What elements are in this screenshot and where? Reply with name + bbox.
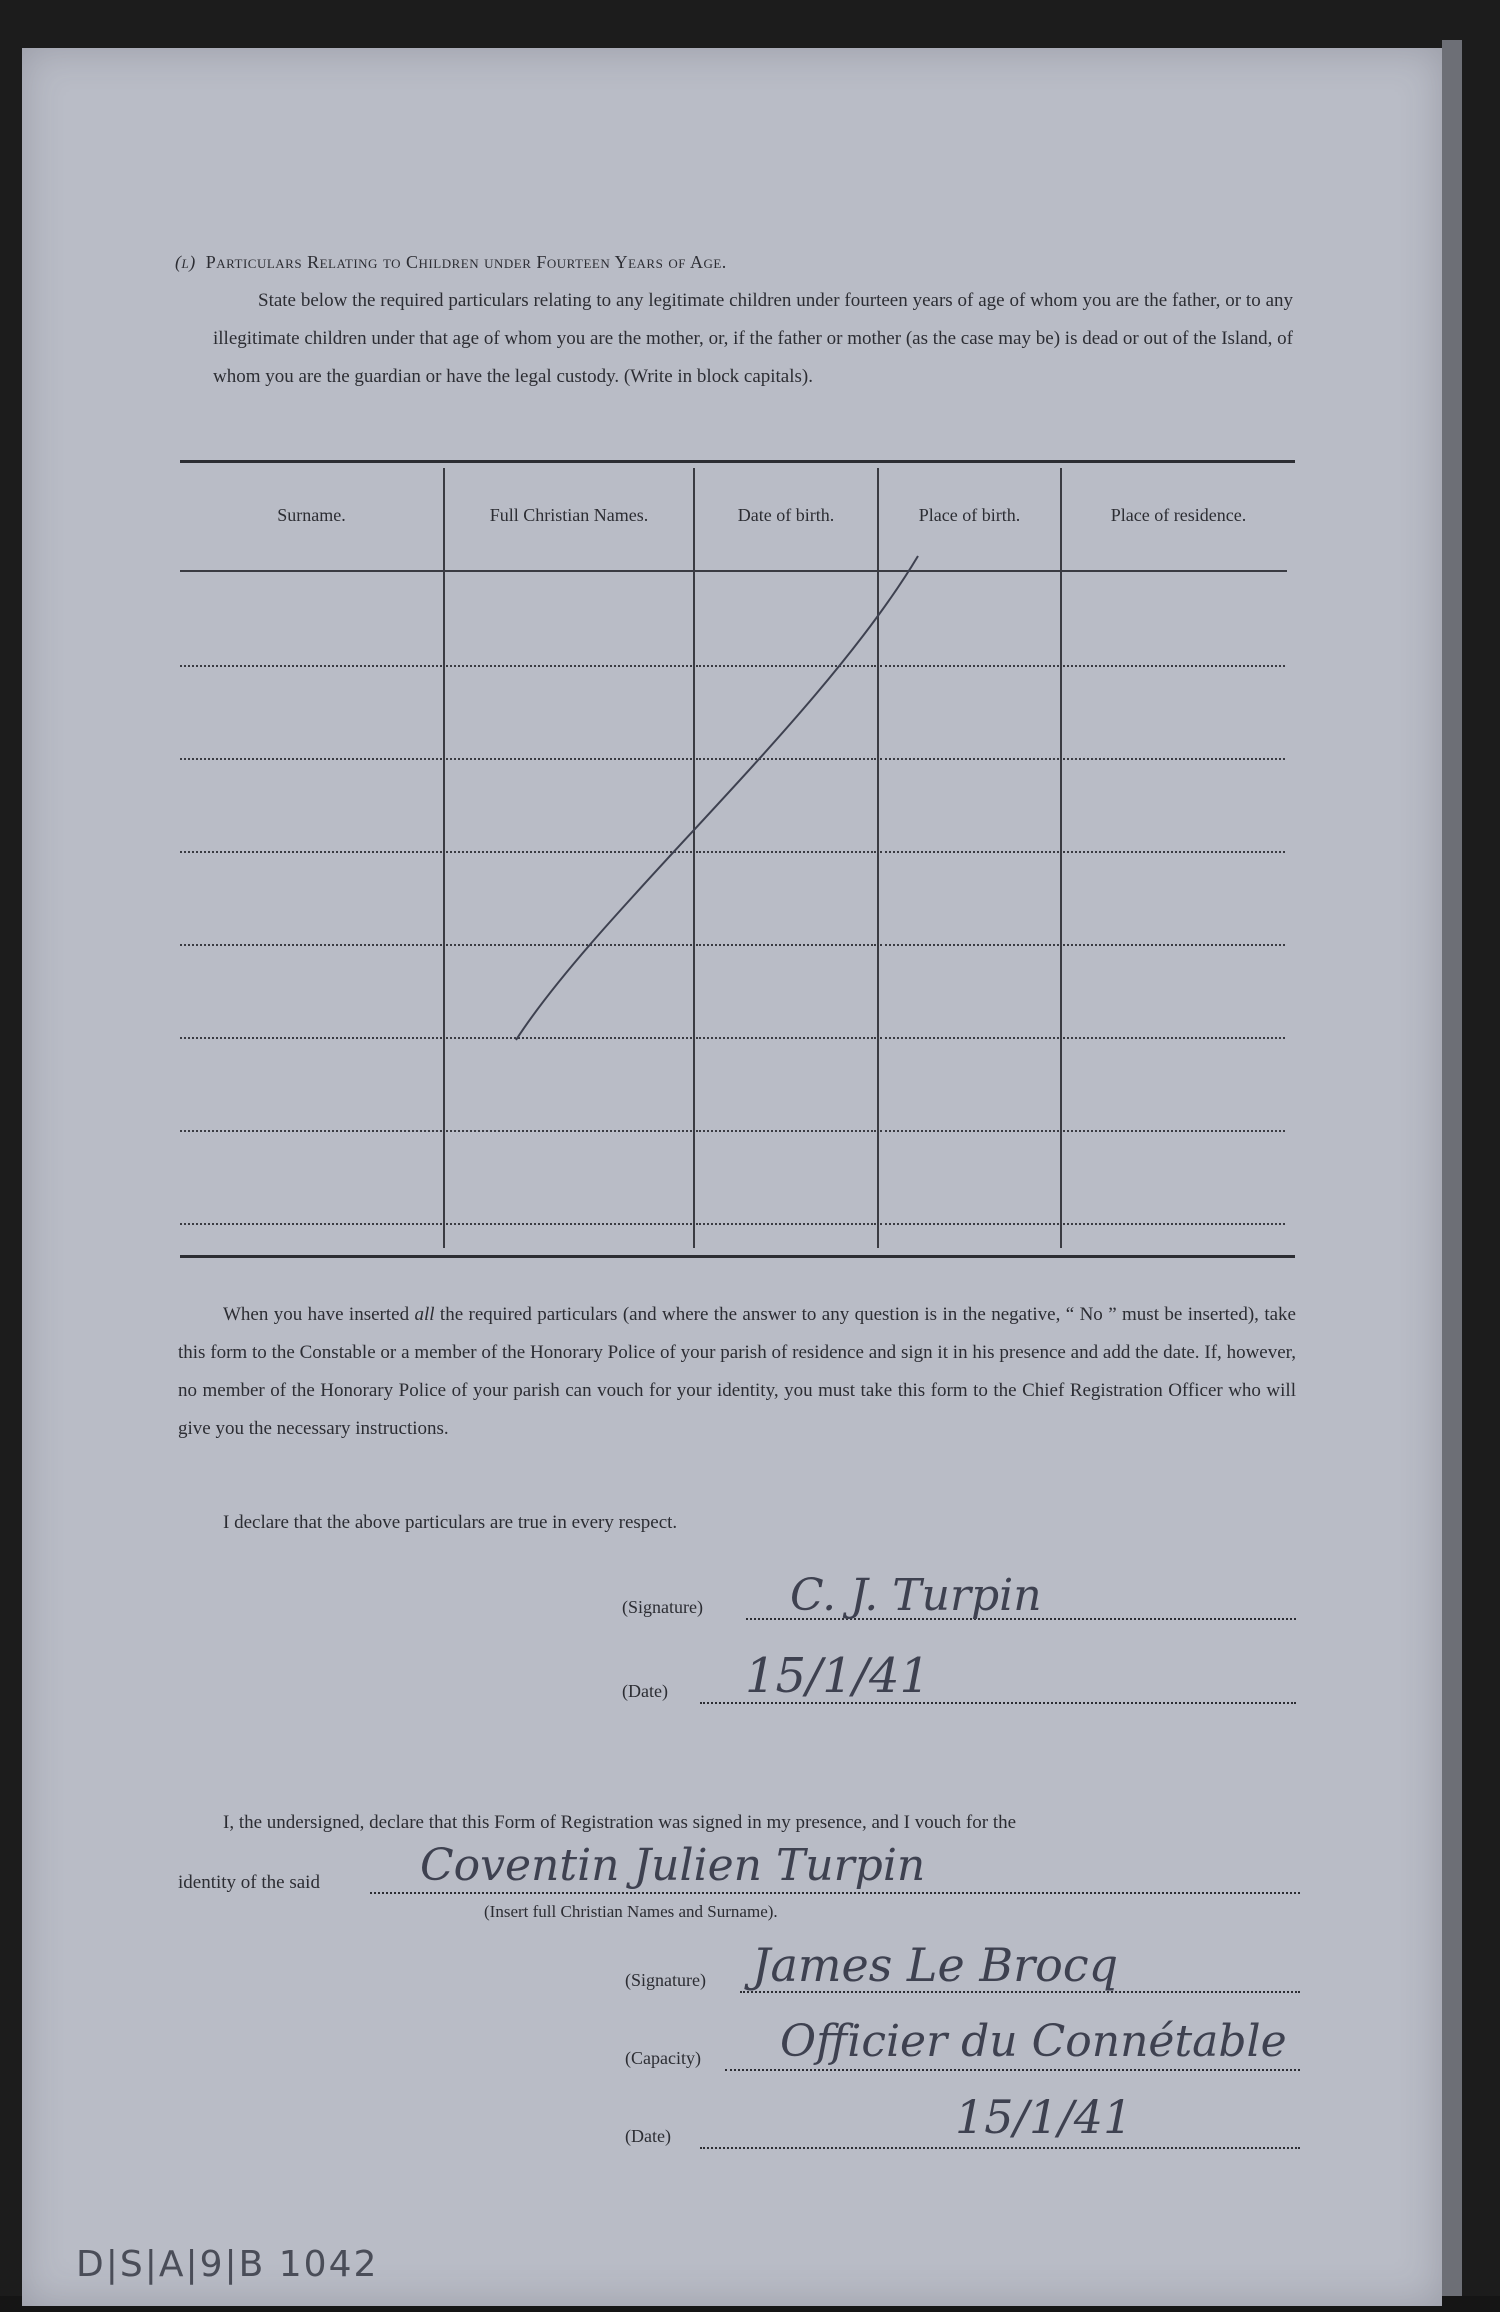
column-header-place-of-birth: Place of birth. (918, 505, 1021, 525)
instructions-post: the required particulars (and where the answer to any question is in the negative, “ No ” must be inserted), take this form to the Constable or a member of the Honorary Police of your parish of residence and sign it in his presence and add the date. If, however, no member of the Honorary Police of your parish can vouch for your identity, you must take this form to the Chief Registration Officer who will give you the necessary instructions. (178, 1304, 1296, 1439)
officer-date-line (700, 2147, 1300, 2149)
identity-line (370, 1892, 1300, 1894)
capacity-line (725, 2069, 1300, 2071)
column-header-surname: Surname. (277, 505, 346, 525)
officer-signature-label: (Signature) (625, 1970, 706, 1990)
column-header-date-of-birth: Date of birth. (737, 505, 835, 525)
intro-text: State below the required particulars relating to any legitimate children under fourteen years of age of whom you are the father, or to any illegitimate children under that age of whom you are the mother, or, if the father or mother (as the case may be) is dead or out of the Island, of whom you are the guardian or have the legal custody. (Write in block capitals). (213, 290, 1293, 387)
applicant-date-label: (Date) (622, 1681, 668, 1701)
column-header-christian-names: Full Christian Names. (489, 505, 649, 525)
column-header-place-of-residence: Place of residence. (1110, 505, 1247, 525)
children-table (180, 460, 1295, 1260)
applicant-date: 15/1/41 (745, 1648, 931, 1704)
applicant-signature-label: (Signature) (622, 1597, 703, 1617)
instructions-pre: When you have inserted (223, 1304, 415, 1325)
identity-label: identity of the said (178, 1872, 320, 1893)
declaration-text: I declare that the above particulars are true in every respect. (223, 1512, 678, 1533)
instructions-paragraph (178, 1296, 1296, 1448)
section-letter: (l) (175, 252, 196, 272)
identity-name: Coventin Julien Turpin (420, 1840, 926, 1891)
archive-reference: D|S|A|9|B 1042 (76, 2244, 379, 2285)
section-title: Particulars Relating to Children under Fourteen Years of Age. (205, 252, 727, 272)
officer-capacity: Officier du Connétable (780, 2016, 1287, 2067)
vouch-text: I, the undersigned, declare that this Form of Registration was signed in my presence, and I vouch for the (223, 1812, 1017, 1833)
intro-paragraph (213, 282, 1293, 396)
capacity-label: (Capacity) (625, 2048, 701, 2068)
officer-date-label: (Date) (625, 2126, 671, 2146)
officer-signature: James Le Brocq (752, 1938, 1119, 1992)
officer-date: 15/1/41 (955, 2090, 1133, 2144)
insert-name-note: (Insert full Christian Names and Surname). (484, 1902, 778, 1921)
table-bottom-rule (180, 1255, 1295, 1258)
applicant-signature: C. J. Turpin (790, 1570, 1042, 1621)
strike-through-line (180, 460, 1295, 1260)
instructions-emphasis: all (414, 1304, 435, 1325)
instructions-text (178, 1296, 1296, 1448)
scan-right-edge (1442, 40, 1462, 2296)
section-heading (175, 252, 727, 273)
